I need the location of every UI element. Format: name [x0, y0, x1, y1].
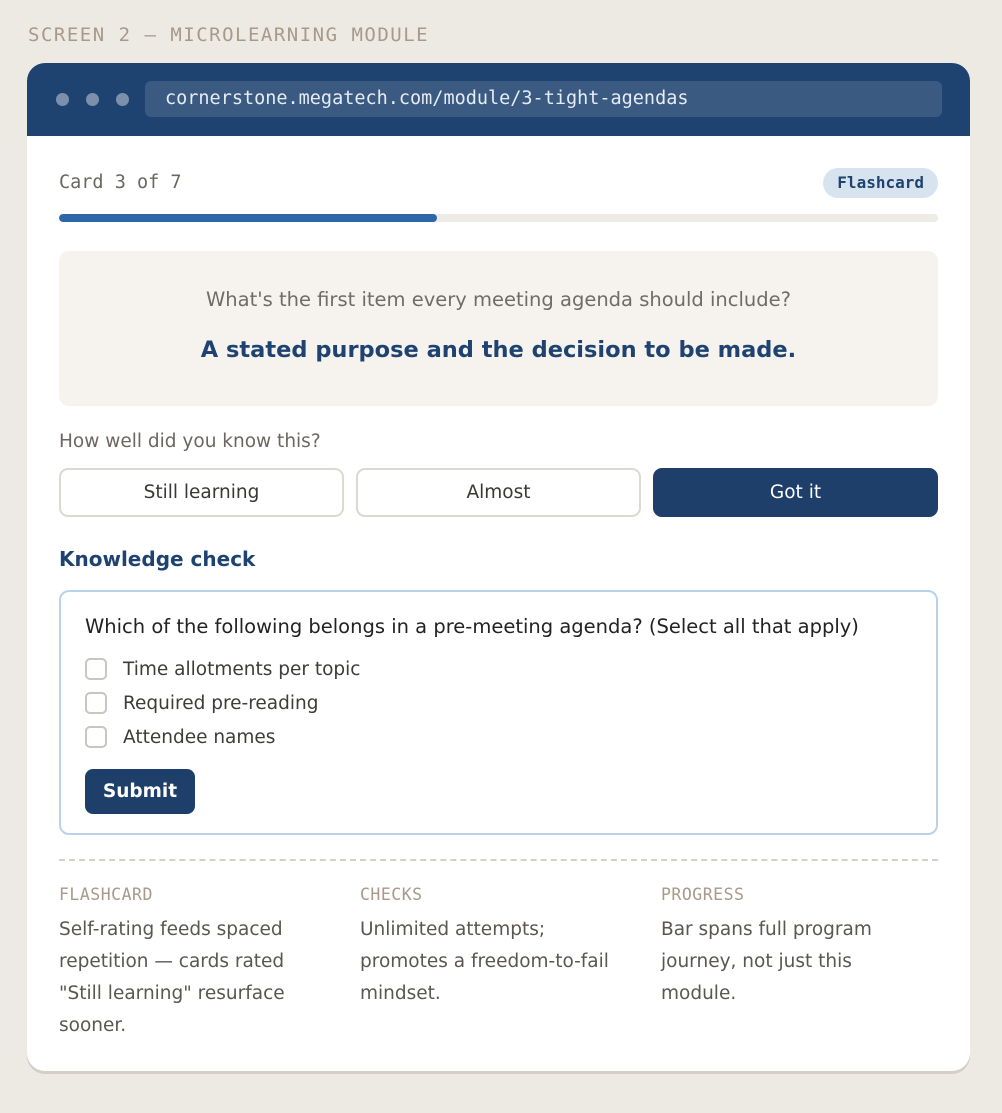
browser-window [27, 63, 970, 1071]
almost-button[interactable]: Almost [356, 468, 641, 517]
note-title: PROGRESS [661, 885, 745, 904]
address-bar[interactable]: cornerstone.megatech.com/module/3-tight-agendas [145, 81, 942, 117]
card-counter: Card 3 of 7 [59, 172, 182, 193]
got-it-button[interactable]: Got it [653, 468, 938, 517]
browser-chrome [27, 63, 970, 136]
note-text: Bar spans full program journey, not just this module. [661, 919, 872, 1004]
checkbox[interactable] [85, 658, 107, 680]
still-learning-button[interactable]: Still learning [59, 468, 344, 517]
checkbox[interactable] [85, 726, 107, 748]
note-text: Self-rating feeds spaced repetition — cards rated "Still learning" resurface sooner. [59, 919, 285, 1036]
section-divider [59, 859, 938, 861]
flashcard-answer: A stated purpose and the decision to be made. [200, 337, 797, 363]
flashcard[interactable] [59, 251, 938, 406]
submit-button[interactable]: Submit [85, 769, 195, 814]
knowledge-check-panel [59, 590, 938, 835]
flashcard-question: What's the first item every meeting agenda should include? [206, 288, 791, 311]
screen-label: SCREEN 2 — MICROLEARNING MODULE [28, 24, 430, 46]
card-type-badge: Flashcard [823, 168, 938, 198]
window-dot-maximize-icon[interactable] [116, 93, 129, 106]
window-dot-minimize-icon[interactable] [86, 93, 99, 106]
knowledge-check-heading: Knowledge check [59, 547, 256, 571]
window-dot-close-icon[interactable] [56, 93, 69, 106]
note-progress [661, 885, 931, 1010]
option-label: Attendee names [123, 727, 276, 748]
note-text: Unlimited attempts; promotes a freedom-to-fail mindset. [360, 919, 609, 1004]
note-title: CHECKS [360, 885, 423, 904]
note-checks [360, 885, 630, 1010]
rating-prompt: How well did you know this? [59, 431, 321, 452]
checkbox[interactable] [85, 692, 107, 714]
note-flashcard [59, 885, 329, 1042]
progress-bar-fill [59, 214, 437, 222]
knowledge-check-question: Which of the following belongs in a pre-meeting agenda? (Select all that apply) [85, 615, 859, 638]
note-title: FLASHCARD [59, 885, 153, 904]
progress-bar [59, 214, 938, 222]
option-label: Time allotments per topic [123, 659, 361, 680]
option-label: Required pre-reading [123, 693, 319, 714]
